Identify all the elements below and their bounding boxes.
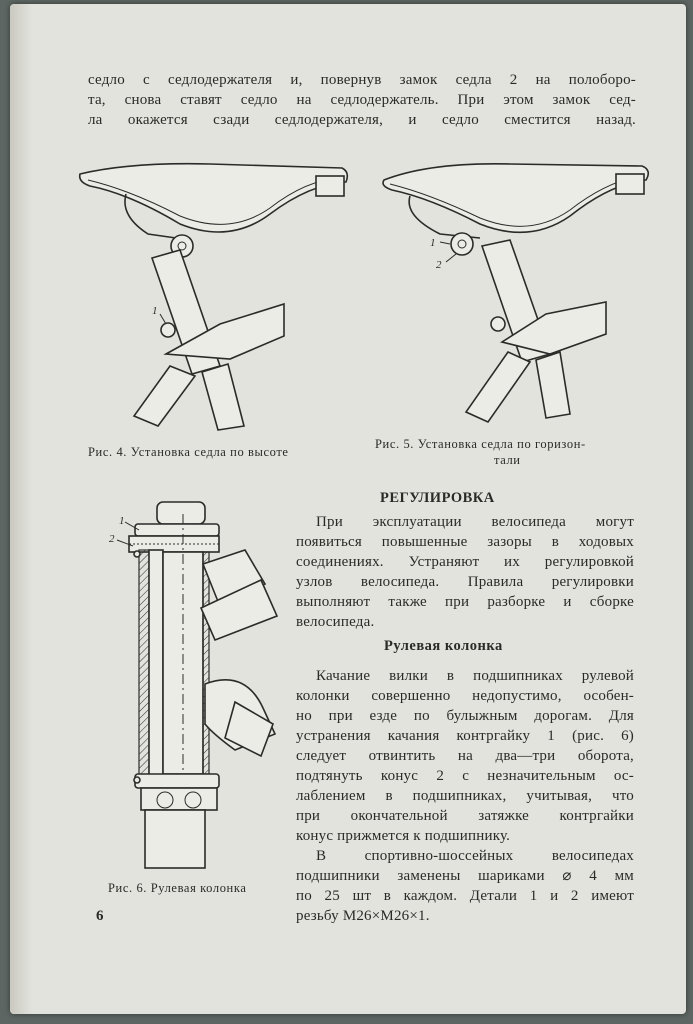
paragraph-line: выполняют также при разборке и сборке [296, 594, 634, 610]
paragraph-line: по 25 шт в каждом. Детали 1 и 2 имеют [296, 888, 634, 904]
paragraph-line: велосипеда. [296, 614, 375, 630]
paragraph-line: подтянуть конус 2 с незначительным ос- [296, 768, 634, 784]
figure-6-steering-column-diagram [95, 494, 285, 874]
figure-4-caption: Рис. 4. Установка седла по высоте [88, 445, 289, 459]
paragraph-line: та, снова ставят седло на седлодержатель. При этом замок сед- [88, 92, 636, 108]
figure-5-label-2: 2 [436, 259, 442, 271]
paragraph-line: соединениях. Устраняют их регулировкой [296, 554, 634, 570]
section-heading-adjustment: РЕГУЛИРОВКА [380, 490, 495, 506]
paragraph-line: Качание вилки в подшипниках рулевой [316, 668, 634, 684]
paragraph-line: седло с седлодержателя и, повернув замок седла 2 на полоборо- [88, 72, 636, 88]
paragraph-line: конус прижмется к подшипнику. [296, 828, 511, 844]
paragraph-line: подшипники заменены шариками ⌀ 4 мм [296, 868, 634, 884]
figure-5-caption-line-1: Рис. 5. Установка седла по горизон- [375, 437, 586, 451]
figure-5-saddle-horizontal-diagram [370, 154, 660, 434]
figure-4-label-1: 1 [152, 305, 158, 317]
figure-5-caption-line-2: тали [494, 453, 521, 467]
paragraph-line: устранения качания контргайку 1 (рис. 6) [296, 728, 634, 744]
document-page [10, 4, 686, 1014]
paragraph-line: узлов велосипеда. Правила регулировки [296, 574, 634, 590]
paragraph-line: при окончательной затяжке контргайки [296, 808, 634, 824]
paragraph-line: В спортивно-шоссейных велосипедах [316, 848, 634, 864]
section-heading-steering-column: Рулевая колонка [384, 638, 503, 654]
paragraph-line: ла окажется сзади седлодержателя, и седло сместится назад. [88, 112, 636, 128]
paragraph-line: колонки совершенно недопустимо, особен- [296, 688, 634, 704]
paragraph-line: но при езде по булыжным дорогам. Для [296, 708, 634, 724]
figure-6-label-1: 1 [119, 515, 125, 527]
page-number: 6 [96, 908, 104, 924]
figure-5-label-1: 1 [430, 237, 436, 249]
paragraph-line: следует отвинтить на два—три оборота, [296, 748, 634, 764]
paragraph-line: лаблением в подшипниках, учитывая, что [296, 788, 634, 804]
paragraph-line: При эксплуатации велосипеда могут [316, 514, 634, 530]
figure-6-label-2: 2 [109, 533, 115, 545]
paragraph-line: появиться повышенные зазоры в ходовых [296, 534, 634, 550]
paragraph-line: резьбу М26×М26×1. [296, 908, 430, 924]
figure-4-saddle-height-diagram [70, 154, 360, 434]
figure-6-caption: Рис. 6. Рулевая колонка [108, 881, 247, 895]
